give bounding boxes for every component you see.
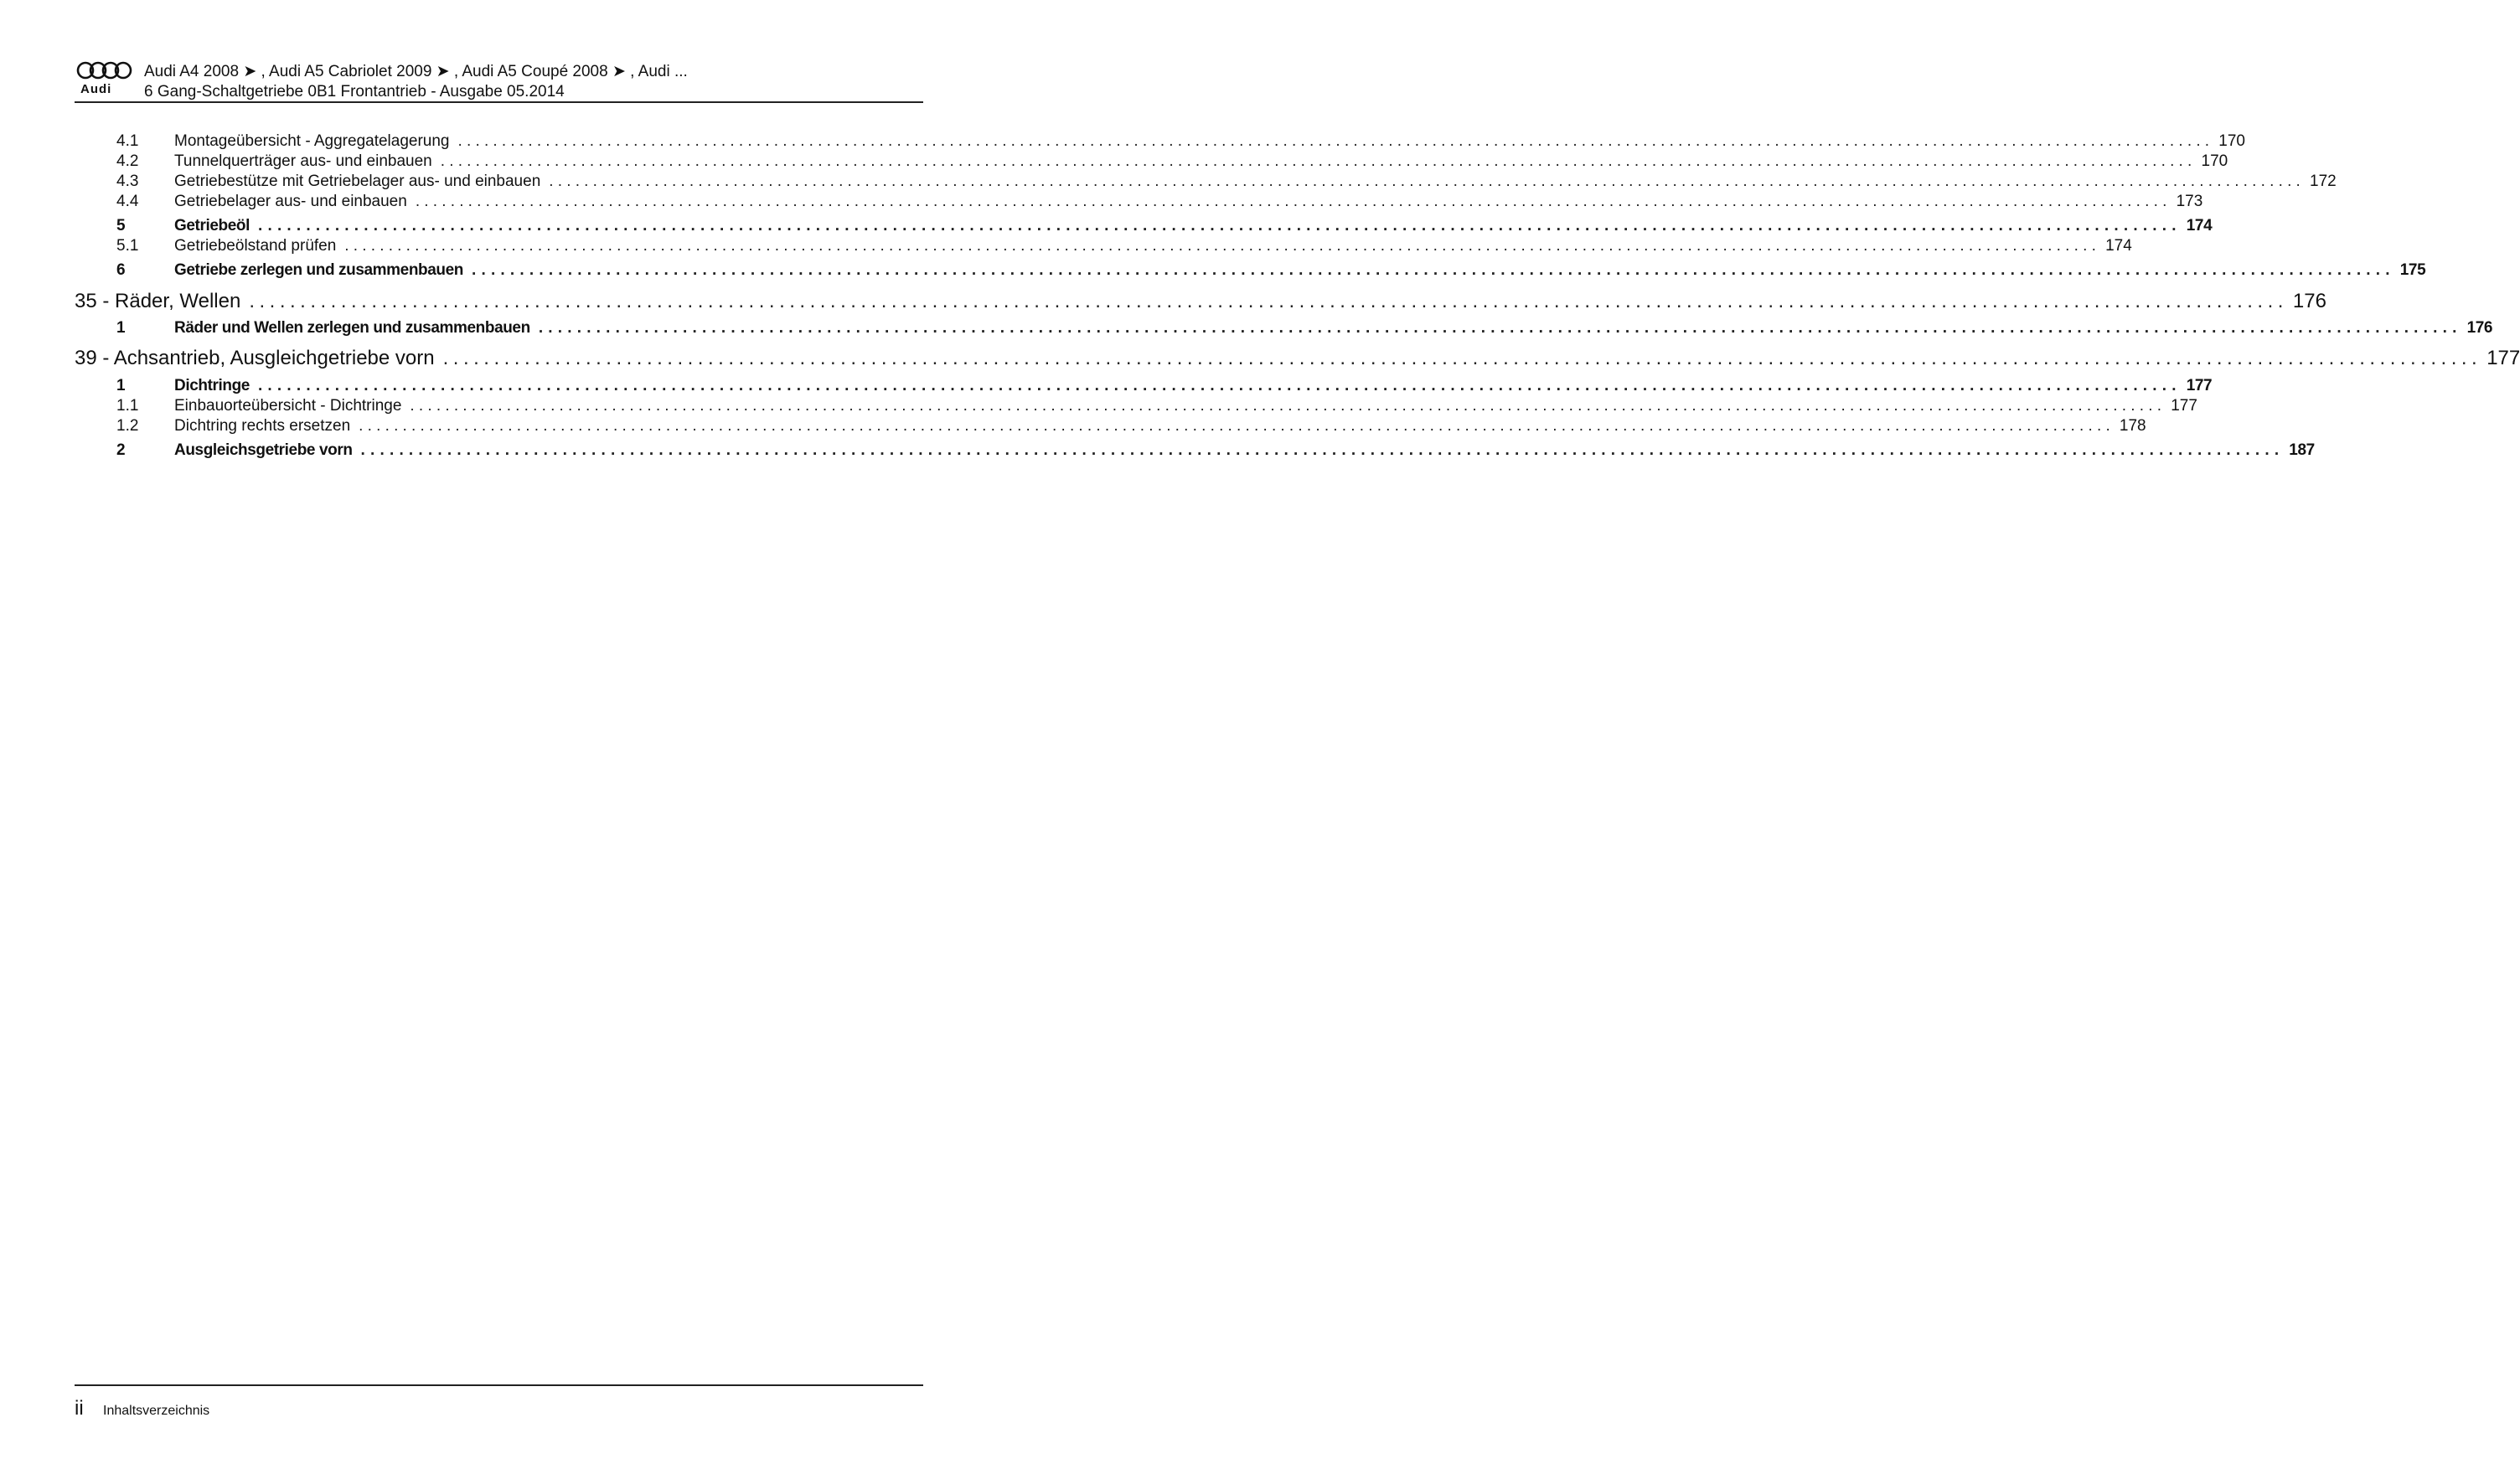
toc-entry-title: Einbauorteübersicht - Dichtringe <box>174 397 402 415</box>
toc-entry-number: 1.2 <box>116 417 139 435</box>
footer-page-number: ii <box>75 1397 84 1420</box>
toc-entry-number: 1.1 <box>116 397 139 415</box>
audi-logo <box>75 60 134 94</box>
toc-entry-page: 176 <box>2292 290 2326 312</box>
toc-entry-number: 5 <box>116 217 126 235</box>
audi-rings-icon <box>75 60 136 80</box>
toc-entry-page: 187 <box>2289 441 2315 459</box>
toc-entry-number: 4.4 <box>116 193 139 210</box>
toc-entry-title: Räder und Wellen zerlegen und zusammenbauen <box>174 319 530 337</box>
toc-leader-dots: ........................................................................................................................................................................................................ <box>359 417 2115 435</box>
toc-entry-number: 1 <box>116 319 126 337</box>
toc-entry-number: 2 <box>116 441 126 459</box>
toc-leader-dots: ........................................................................................................................................................................................................ <box>442 347 2482 369</box>
toc-entry-page: 170 <box>2218 132 2245 150</box>
toc-entry-title: Montageübersicht - Aggregatelagerung <box>174 132 450 150</box>
toc-leader-dots: ........................................................................................................................................................................................................ <box>538 319 2462 337</box>
audi-wordmark: Audi <box>80 82 112 96</box>
toc-chapter-title: 35 - Räder, Wellen <box>75 290 241 312</box>
footer-divider <box>75 1384 923 1386</box>
toc-leader-dots: ........................................................................................................................................................................................................ <box>549 173 2306 190</box>
toc-leader-dots: ........................................................................................................................................................................................................ <box>257 217 2182 235</box>
toc-entry-page: 176 <box>2466 319 2493 337</box>
toc-leader-dots: ........................................................................................................................................................................................................ <box>360 441 2285 459</box>
toc-entry-number: 5.1 <box>116 237 139 255</box>
toc-entry-title: Getriebestütze mit Getriebelager aus- und einbauen <box>174 173 541 190</box>
toc-entry-page: 177 <box>2186 377 2213 394</box>
toc-leader-dots: ........................................................................................................................................................................................................ <box>410 397 2166 415</box>
header-manual-title: 6 Gang-Schaltgetriebe 0B1 Frontantrieb - Ausgabe 05.2014 <box>144 83 565 101</box>
toc-entry-number: 1 <box>116 377 126 394</box>
toc-entry-title: Dichtringe <box>174 377 250 394</box>
toc-entry-title: Tunnelquerträger aus- und einbauen <box>174 152 432 170</box>
toc-entry-number: 6 <box>116 261 126 279</box>
toc-entry-number: 4.1 <box>116 132 139 150</box>
toc-entry-number: 4.3 <box>116 173 139 190</box>
toc-entry-title: Ausgleichsgetriebe vorn <box>174 441 353 459</box>
toc-entry-page: 170 <box>2201 152 2228 170</box>
toc-entry-page: 173 <box>2176 193 2203 210</box>
toc-entry-page: 177 <box>2171 397 2197 415</box>
footer-section-label: Inhaltsverzeichnis <box>103 1404 210 1418</box>
toc-entry-page: 172 <box>2310 173 2337 190</box>
toc-entry-page: 177 <box>2486 347 2520 369</box>
toc-entry-title: Getriebe zerlegen und zusammenbauen <box>174 261 463 279</box>
toc-leader-dots: ........................................................................................................................................................................................................ <box>440 152 2197 170</box>
header-divider <box>75 101 923 103</box>
toc-leader-dots: ........................................................................................................................................................................................................ <box>257 377 2182 394</box>
toc-entry-page: 174 <box>2186 217 2213 235</box>
toc-leader-dots: ........................................................................................................................................................................................................ <box>344 237 2101 255</box>
toc-entry-page: 175 <box>2399 261 2426 279</box>
toc-entry-page: 178 <box>2119 417 2146 435</box>
toc-entry-page: 174 <box>2105 237 2132 255</box>
toc-entry-title: Getriebeöl <box>174 217 250 235</box>
toc-entry-title: Dichtring rechts ersetzen <box>174 417 351 435</box>
toc-leader-dots: ........................................................................................................................................................................................................ <box>415 193 2171 210</box>
header-models: Audi A4 2008 ➤ , Audi A5 Cabriolet 2009 ➤ , Audi A5 Coupé 2008 ➤ , Audi ... <box>144 63 688 80</box>
toc-chapter-title: 39 - Achsantrieb, Ausgleichgetriebe vorn <box>75 347 435 369</box>
toc-leader-dots: ........................................................................................................................................................................................................ <box>457 132 2214 150</box>
toc-leader-dots: ........................................................................................................................................................................................................ <box>249 290 2288 312</box>
toc-entry-title: Getriebelager aus- und einbauen <box>174 193 407 210</box>
toc-leader-dots: ........................................................................................................................................................................................................ <box>471 261 2395 279</box>
toc-entry-title: Getriebeölstand prüfen <box>174 237 337 255</box>
toc-entry-number: 4.2 <box>116 152 139 170</box>
